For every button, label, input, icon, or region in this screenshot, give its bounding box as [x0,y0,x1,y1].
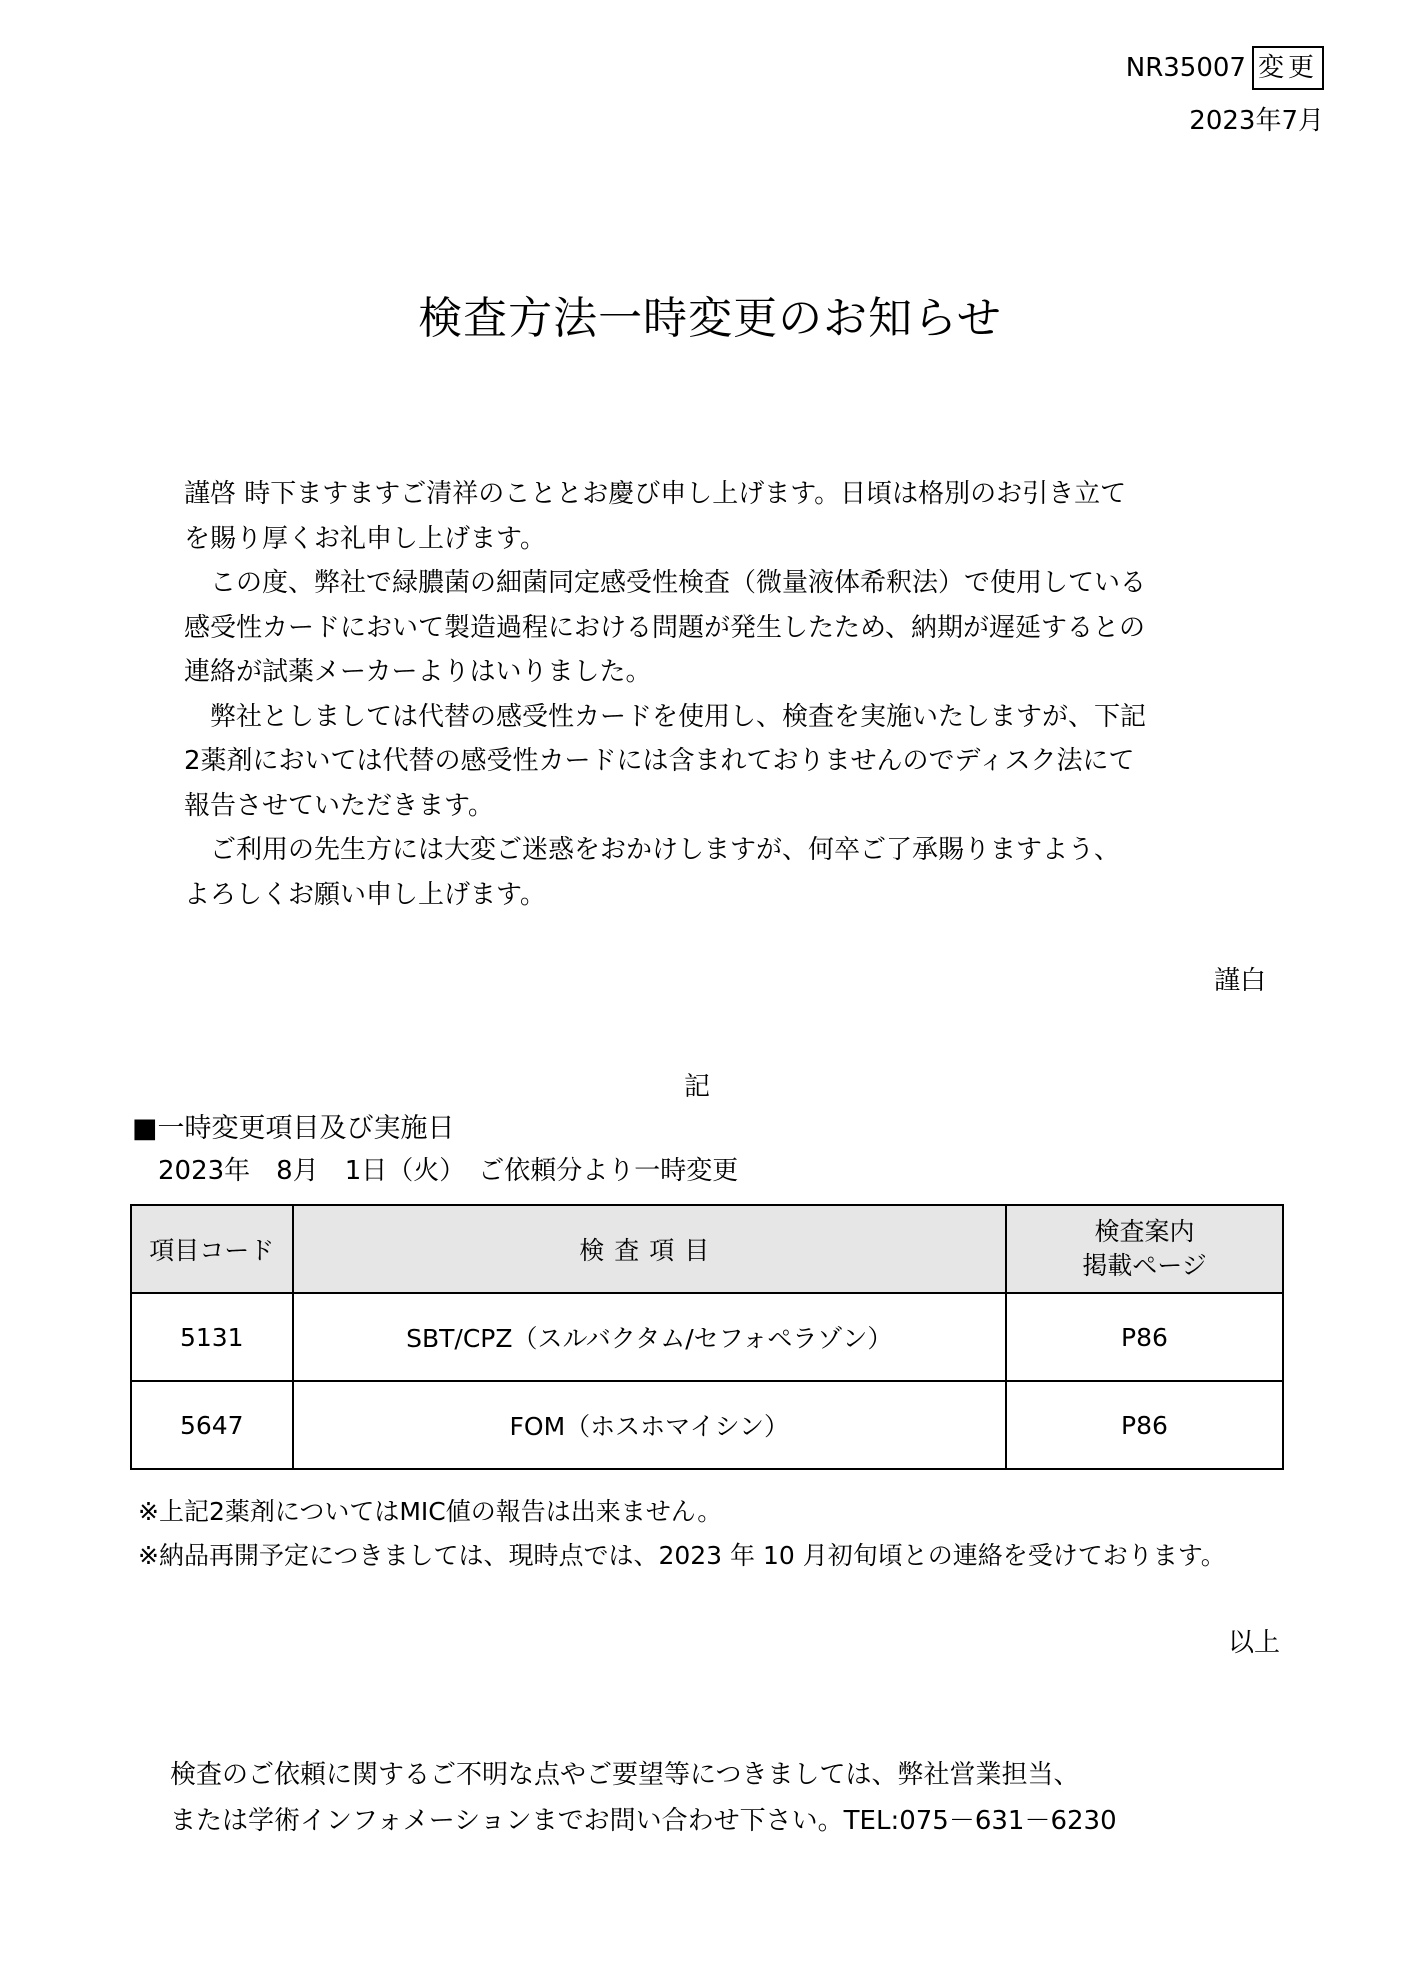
document-number: NR35007 [1125,53,1246,83]
note-line: ※上記2薬剤についてはMIC値の報告は出来ません。 [138,1497,723,1526]
cell-page: P86 [1006,1293,1283,1381]
changed-items-table [130,1204,1284,1470]
closing-salutation: 謹白 [1213,966,1266,996]
header-page-line2: 掲載ページ [1082,1251,1207,1280]
contact-line: または学術インフォメーションまでお問い合わせ下さい。TEL:075－631－6230 [170,1806,1117,1836]
ki-mark: 記 [684,1072,711,1102]
body-line: を賜り厚くお礼申し上げます。 [184,523,546,554]
header-page [1006,1205,1283,1293]
cell-item: SBT/CPZ（スルバクタム/セフォペラゾン） [293,1293,1006,1381]
body-line: ご利用の先生方には大変ご迷惑をおかけしますが、何卒ご了承賜りますよう、 [184,835,1121,865]
contact-info [170,1752,1117,1844]
section-heading: ■一時変更項目及び実施日 [132,1113,455,1144]
body-line: 2薬剤においては代替の感受性カードには含まれておりませんのでディスク法にて [184,746,1135,776]
notice-body [184,472,1324,917]
notes [138,1490,1226,1578]
body-line: 連絡が試薬メーカーよりはいりました。 [184,657,652,687]
cell-code: 5647 [131,1381,293,1469]
body-line: 感受性カードにおいて製造過程における問題が発生したため、納期が遅延するとの [184,612,1145,643]
document-date: 2023年7月 [1189,106,1324,136]
effective-date: 2023年 8月 1日（火） ご依頼分より一時変更 [158,1156,739,1186]
cell-page: P86 [1006,1381,1283,1469]
table-row [131,1381,1283,1469]
body-line: 報告させていただきます。 [184,790,494,821]
document-number-block [1126,46,1324,90]
header-page-line1: 検査案内 [1094,1217,1195,1246]
body-line: 謹啓 時下ますますご清祥のこととお慶び申し上げます。日頃は格別のお引き立て [184,479,1127,509]
table-row [131,1293,1283,1381]
cell-item: FOM（ホスホマイシン） [293,1381,1006,1469]
page-title: 検査方法一時変更のお知らせ [418,293,1002,344]
note-line: ※納品再開予定につきましては、現時点では、2023 年 10 月初旬頃との連絡を受けております。 [138,1541,1226,1570]
cell-code: 5131 [131,1293,293,1381]
header-code: 項目コード [131,1205,293,1293]
end-mark: 以上 [1227,1628,1280,1658]
body-line: 弊社としましては代替の感受性カードを使用し、検査を実施いたしますが、下記 [184,701,1147,732]
header-item: 検査項目 [293,1205,1006,1293]
body-line: よろしくお願い申し上げます。 [184,879,546,910]
table-header-row [131,1205,1283,1293]
body-line: この度、弊社で緑膿菌の細菌同定感受性検査（微量液体希釈法）で使用している [184,568,1147,598]
change-mark-box: 変更 [1252,46,1324,90]
contact-line: 検査のご依頼に関するご不明な点やご要望等につきましては、弊社営業担当、 [170,1760,1080,1790]
